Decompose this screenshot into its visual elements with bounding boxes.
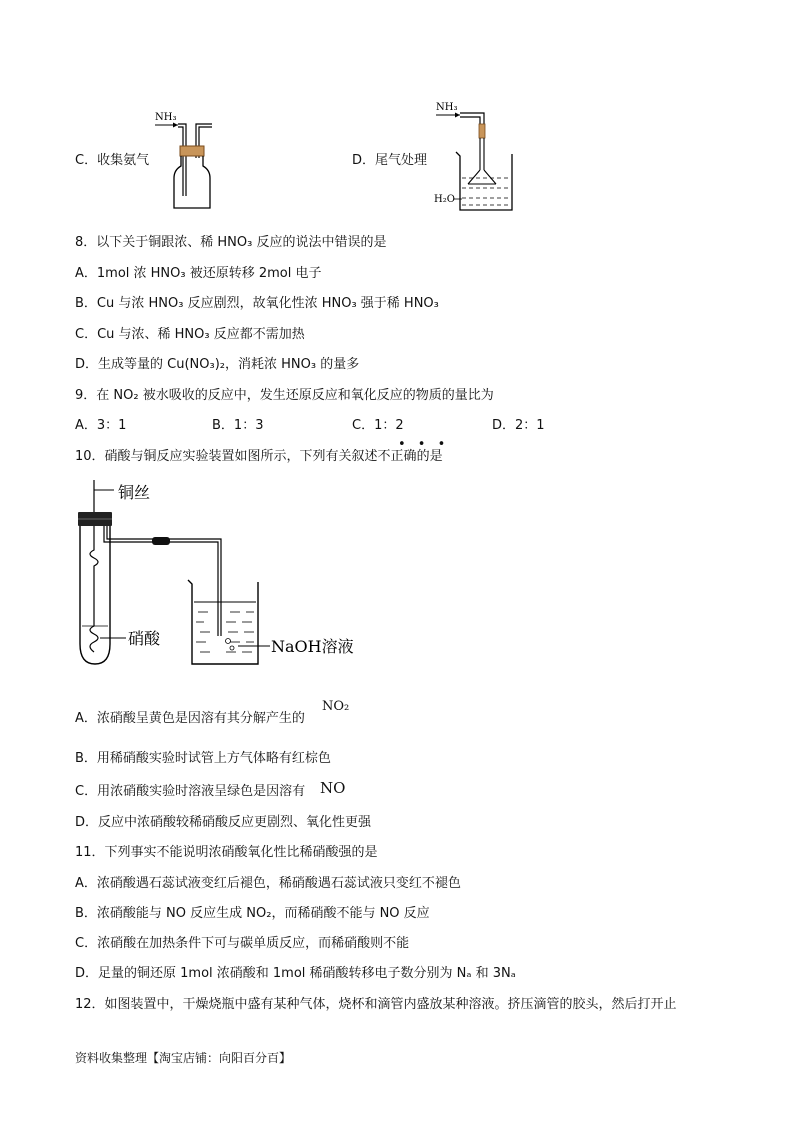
q11-option-d: D．足量的铜还原 1mol 浓硝酸和 1mol 稀硝酸转移电子数分别为 Nₐ 和 3Nₐ bbox=[75, 966, 516, 981]
q7-option-c: C．收集氨气 bbox=[75, 153, 150, 168]
q10-option-c: C．用浓硝酸实验时溶液呈绿色是因溶有 bbox=[75, 784, 306, 799]
q10-stem-post: 的是 bbox=[416, 449, 443, 464]
q9-option-c: C．1：2 bbox=[352, 418, 404, 433]
q10-option-a-text: A．浓硝酸呈黄色是因溶有其分解产生的 bbox=[75, 711, 305, 726]
q10-stem-emphasis: 不正确 bbox=[377, 449, 417, 464]
q10-option-d: D．反应中浓硝酸较稀硝酸反应更剧烈、氧化性更强 bbox=[75, 815, 372, 830]
tail-gas-treatment-diagram bbox=[432, 98, 522, 216]
q10-stem-pre: 10．硝酸与铜反应实验装置如图所示，下列有关叙述 bbox=[75, 449, 378, 464]
q7-d-water-label: H₂O bbox=[434, 194, 455, 205]
q11-option-b: B．浓硝酸能与 NO 反应生成 NO₂，而稀硝酸不能与 NO 反应 bbox=[75, 906, 430, 921]
q10-stem bbox=[75, 450, 443, 463]
gas-collection-bottle-diagram bbox=[150, 108, 220, 214]
label-naoh-solution: NaOH溶液 bbox=[271, 637, 354, 656]
q9-option-a: A．3：1 bbox=[75, 418, 127, 433]
q11-stem: 11．下列事实不能说明浓硝酸氧化性比稀硝酸强的是 bbox=[75, 845, 378, 860]
q7-d-gas-label: NH₃ bbox=[436, 102, 458, 113]
q8-option-c: C．Cu 与浓、稀 HNO₃ 反应都不需加热 bbox=[75, 327, 305, 342]
q12-stem: 12．如图装置中，干燥烧瓶中盛有某种气体，烧杯和滴管内盛放某种溶液。挤压滴管的胶头，然后打开止 bbox=[75, 997, 677, 1012]
q8-option-d: D．生成等量的 Cu(NO₃)₂，消耗浓 HNO₃ 的量多 bbox=[75, 357, 360, 372]
page-footer: 资料收集整理【淘宝店铺：向阳百分百】 bbox=[75, 1051, 292, 1065]
q8-stem: 8．以下关于铜跟浓、稀 HNO₃ 反应的说法中错误的是 bbox=[75, 235, 387, 250]
q8-option-a: A．1mol 浓 HNO₃ 被还原转移 2mol 电子 bbox=[75, 266, 322, 281]
q7-option-d: D．尾气处理 bbox=[352, 153, 428, 168]
q8-option-b: B．Cu 与浓 HNO₃ 反应剧烈，故氧化性浓 HNO₃ 强于稀 HNO₃ bbox=[75, 296, 439, 311]
q9-stem: 9．在 NO₂ 被水吸收的反应中，发生还原反应和氧化反应的物质的量比为 bbox=[75, 388, 494, 403]
q10-option-a bbox=[75, 712, 305, 725]
q10-option-a-formula: NO₂ bbox=[322, 699, 350, 714]
q7-c-gas-label: NH₃ bbox=[155, 112, 177, 123]
q10-option-b: B．用稀硝酸实验时试管上方气体略有红棕色 bbox=[75, 751, 331, 766]
label-copper-wire: 铜丝 bbox=[118, 483, 151, 502]
q9-option-b: B．1：3 bbox=[212, 418, 264, 433]
label-nitric-acid: 硝酸 bbox=[128, 629, 161, 648]
q10-option-c-formula: NO bbox=[320, 779, 346, 797]
q11-option-c: C．浓硝酸在加热条件下可与碳单质反应，而稀硝酸则不能 bbox=[75, 936, 410, 951]
emphasis-dots: • • • bbox=[398, 437, 450, 452]
q11-option-a: A．浓硝酸遇石蕊试液变红后褪色，稀硝酸遇石蕊试液只变红不褪色 bbox=[75, 876, 461, 891]
q9-option-d: D．2：1 bbox=[492, 418, 545, 433]
copper-nitric-acid-apparatus-diagram bbox=[70, 476, 370, 672]
